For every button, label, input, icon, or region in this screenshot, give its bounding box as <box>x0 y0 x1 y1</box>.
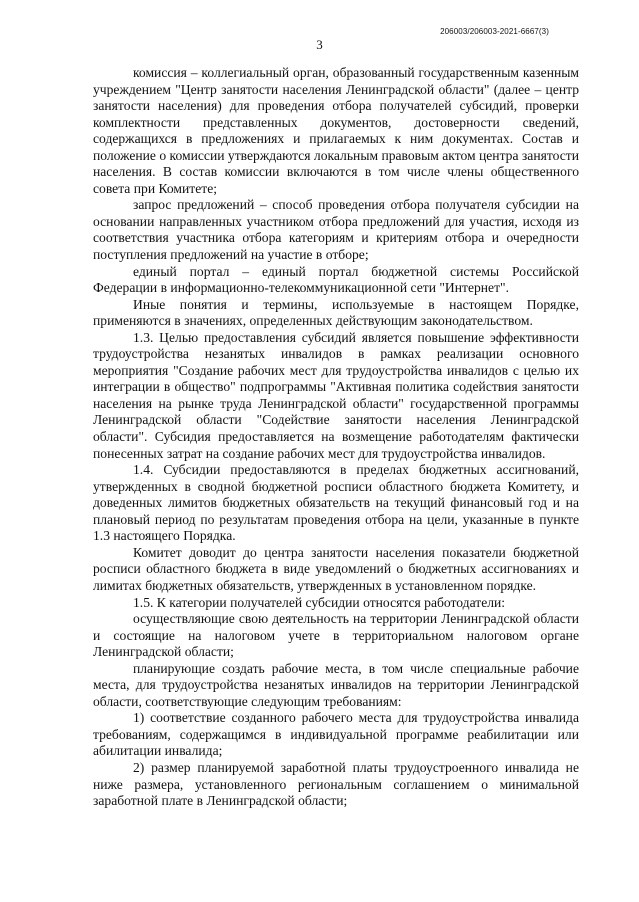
paragraph-employers-operating: осуществляющие свою деятельность на территории Ленинградской области и состоящие на налоговом учете в территориальном налоговом органе Ленинградской области; <box>93 611 579 660</box>
document-id: 206003/206003-2021-6667(3) <box>440 27 549 36</box>
paragraph-clause-1-5: 1.5. К категории получателей субсидии относятся работодатели: <box>133 594 506 610</box>
paragraph-employers-planning: планирующие создать рабочие места, в том числе специальные рабочие места, для трудоустройства незанятых инвалидов на территории Ленинградской области, соответствующие следующим требованиям: <box>93 660 579 709</box>
paragraph-requirement-1: 1) соответствие созданного рабочего места для трудоустройства инвалида требованиям, содержащимся в индивидуальной программе реабилитации или абилитации инвалида; <box>93 710 579 759</box>
paragraph-commission-definition: комиссия – коллегиальный орган, образованный государственным казенным учреждением "Центр занятости населения Ленинградской области" (далее – центр занятости населения) для проведения отбора получателей субсидий, проверки комплектности представленных документов, достоверности сведений, содержащихся в предложениях и прилагаемых к ним документах. Состав и положение о комиссии утверждаются локальным правовым актом центра занятости населения. В состав комиссии включаются в том числе члены общественного совета при Комитете; <box>93 65 579 196</box>
paragraph-other-terms: Иные понятия и термины, используемые в настоящем Порядке, применяются в значениях, определенных действующим законодательством. <box>93 296 579 329</box>
paragraph-committee-notice: Комитет доводит до центра занятости населения показатели бюджетной росписи областного бюджета в виде уведомлений о бюджетных ассигнованиях и лимитах бюджетных обязательств, утвержденных в установленном порядке. <box>93 544 579 593</box>
paragraph-request-definition: запрос предложений – способ проведения отбора получателя субсидии на основании направленных участником отбора предложений для участия, исходя из соответствия участника отбора категориям и критериям отбора и очередности поступления предложений на участие в отборе; <box>93 197 579 263</box>
paragraph-clause-1-4: 1.4. Субсидии предоставляются в пределах бюджетных ассигнований, утвержденных в сводной бюджетной росписи областного бюджета Комитету, и доведенных лимитов бюджетных обязательств на текущий финансовый год и на плановый период по результатам проведения отбора на цели, указанные в пункте 1.3 настоящего Порядка. <box>93 462 579 544</box>
document-body <box>93 65 579 810</box>
paragraph-portal-definition: единый портал – единый портал бюджетной системы Российской Федерации в информационно-телекоммуникационной сети "Интернет". <box>93 263 579 296</box>
paragraph-requirement-2: 2) размер планируемой заработной платы трудоустроенного инвалида не ниже размера, установленного региональным соглашением о минимальной заработной плате в Ленинградской области; <box>93 759 579 809</box>
paragraph-clause-1-3: 1.3. Целью предоставления субсидий является повышение эффективности трудоустройства незанятых инвалидов в рамках реализации основного мероприятия "Создание рабочих мест для трудоустройства инвалидов с целью их интеграции в общество" подпрограммы "Активная политика содействия занятости населения на рынке труда Ленинградской области" государственной программы Ленинградской области "Содействие занятости населения Ленинградской области". Субсидия предоставляется на возмещение работодателям фактически понесенных затрат на создание рабочих мест для трудоустройства инвалидов. <box>93 329 579 461</box>
page-number: 3 <box>316 37 323 52</box>
